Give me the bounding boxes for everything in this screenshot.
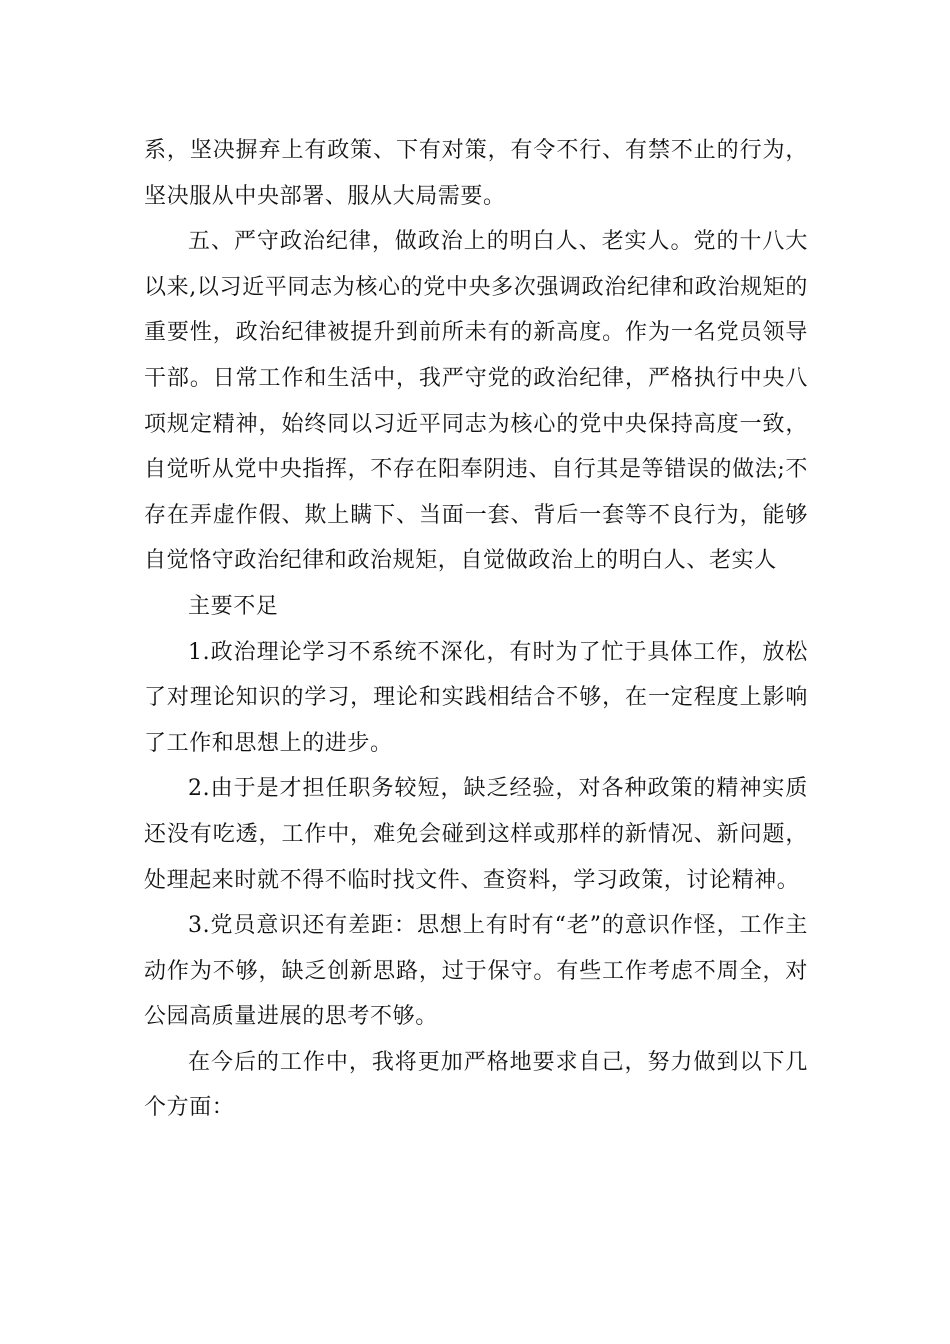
document-body <box>144 128 808 1131</box>
paragraph-future-work: 在今后的工作中，我将更加严格地要求自己，努力做到以下几个方面： <box>144 1049 808 1121</box>
paragraph-shortcoming-3: 3.党员意识还有差距：思想上有时有“老”的意识作怪，工作主动作为不够，缺乏创新思路，过于保守。有些工作考虑不周全，对公园高质量进展的思考不够。 <box>144 913 808 1030</box>
paragraph-shortcoming-1: 1.政治理论学习不系统不深化，有时为了忙于具体工作，放松了对理论知识的学习，理论和实践相结合不够，在一定程度上影响了工作和思想上的进步。 <box>144 639 808 756</box>
section-heading-shortcomings: 主要不足 <box>188 593 279 619</box>
paragraph-shortcoming-2: 2.由于是才担任职务较短，缺乏经验，对各种政策的精神实质还没有吃透，工作中，难免会碰到这样或那样的新情况、新问题，处理起来时就不得不临时找文件、查资料，学习政策，讨论精神。 <box>144 776 808 893</box>
paragraph-political-discipline: 五、严守政治纪律，做政治上的明白人、老实人。党的十八大以来,以习近平同志为核心的党中央多次强调政治纪律和政治规矩的重要性，政治纪律被提升到前所未有的新高度。作为一名党员领导干部。日常工作和生活中，我严守党的政治纪律，严格执行中央八项规定精神，始终同以习近平同志为核心的党中央保持高度一致，自觉听从党中央指挥，不存在阳奉阴违、自行其是等错误的做法;不存在弄虚作假、欺上瞒下、当面一套、背后一套等不良行为，能够自觉恪守政治纪律和政治规矩，自觉做政治上的明白人、老实人 <box>144 229 808 574</box>
paragraph-continued: 系，坚决摒弃上有政策、下有对策，有令不行、有禁不止的行为，坚决服从中央部署、服从大局需要。 <box>144 138 808 209</box>
